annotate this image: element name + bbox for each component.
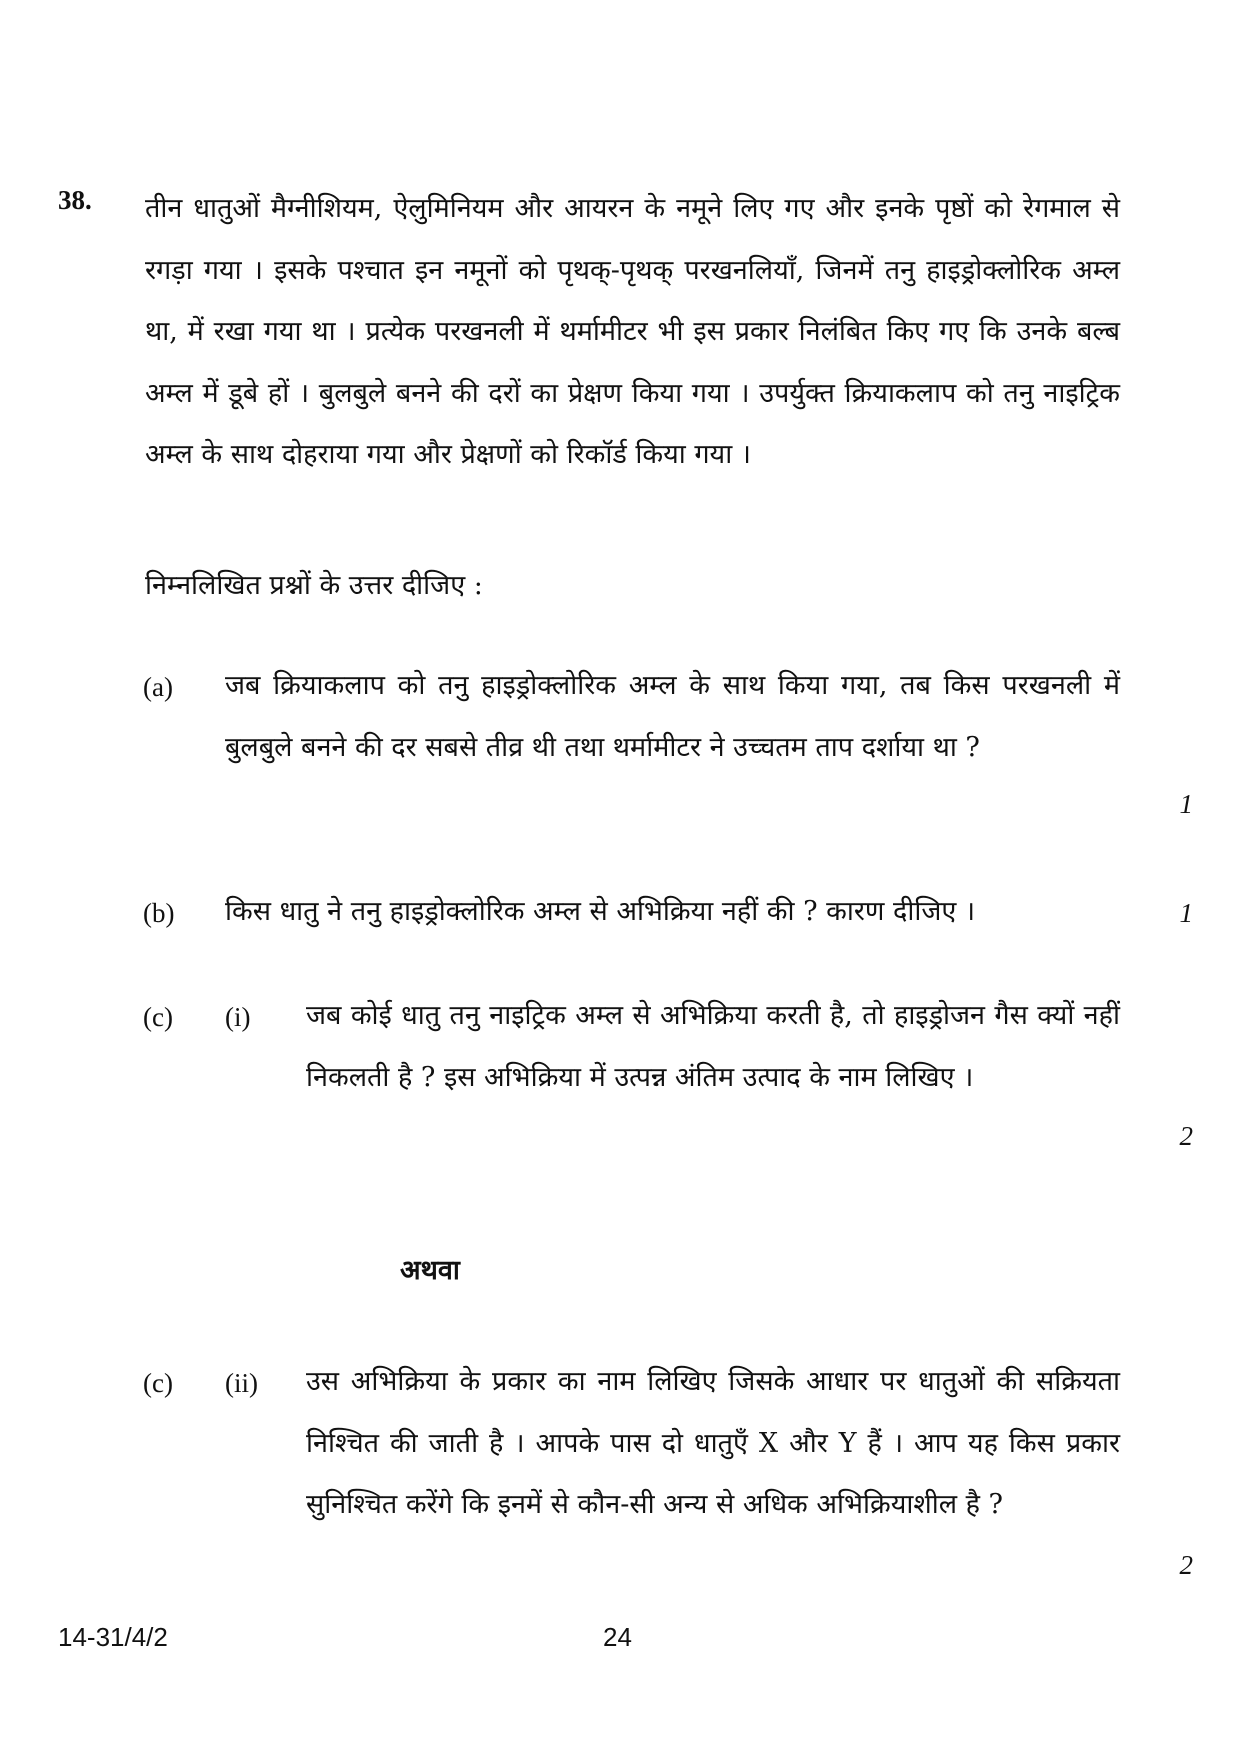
part-b-label: (b) [143,898,175,928]
part-c-ii-label: (ii) [225,1368,258,1398]
paper-code: 14-31/4/2 [58,1622,168,1652]
part-c-alt-label: (c) [143,1368,173,1398]
or-divider: अथवा [400,1255,460,1286]
part-a-label: (a) [143,672,173,702]
instruction-text: निम्नलिखित प्रश्नों के उत्तर दीजिए : [145,570,483,601]
part-b-text: किस धातु ने तनु हाइड्रोक्लोरिक अम्ल से अभिक्रिया नहीं की ? कारण दीजिए । [225,896,976,927]
question-number: 38. [58,185,92,215]
part-c-i-label: (i) [225,1002,251,1032]
part-c-ii-text: उस अभिक्रिया के प्रकार का नाम लिखिए जिसके आधार पर धातुओं की सक्रियता निश्चित की जाती है । आपके पास दो धातुएँ X और Y हैं । आप यह किस प्रकार सुनिश्चित करेंगे कि इनमें से कौन-सी अन्य से अधिक अभिक्रियाशील है ? [306,1366,1120,1520]
part-c-label: (c) [143,1002,173,1032]
part-c-ii-marks: 2 [1179,1550,1193,1580]
part-a-text: जब क्रियाकलाप को तनु हाइड्रोक्लोरिक अम्ल के साथ किया गया, तब किस परखनली में बुलबुले बनने की दर सबसे तीव्र थी तथा थर्मामीटर ने उच्चतम ताप दर्शाया था ? [225,670,1120,763]
page-number: 24 [603,1622,632,1652]
question-passage: तीन धातुओं मैग्नीशियम, ऐलुमिनियम और आयरन के नमूने लिए गए और इनके पृष्ठों को रेगमाल से रगड़ा गया । इसके पश्चात इन नमूनों को पृथक्-पृथक् परखनलियाँ, जिनमें तनु हाइड्रोक्लोरिक अम्ल था, में रखा गया था । प्रत्येक परखनली में थर्मामीटर भी इस प्रकार निलंबित किए गए कि उनके बल्ब अम्ल में डूबे हों । बुलबुले बनने की दरों का प्रेक्षण किया गया । उपर्युक्त क्रियाकलाप को तनु नाइट्रिक अम्ल के साथ दोहराया गया और प्रेक्षणों को रिकॉर्ड किया गया । [145,193,1120,470]
part-c-i-marks: 2 [1179,1121,1193,1151]
part-c-i-text: जब कोई धातु तनु नाइट्रिक अम्ल से अभिक्रिया करती है, तो हाइड्रोजन गैस क्यों नहीं निकलती है ? इस अभिक्रिया में उत्पन्न अंतिम उत्पाद के नाम लिखिए । [306,1000,1120,1093]
part-b-marks: 1 [1179,898,1193,928]
part-a-marks: 1 [1179,789,1193,819]
